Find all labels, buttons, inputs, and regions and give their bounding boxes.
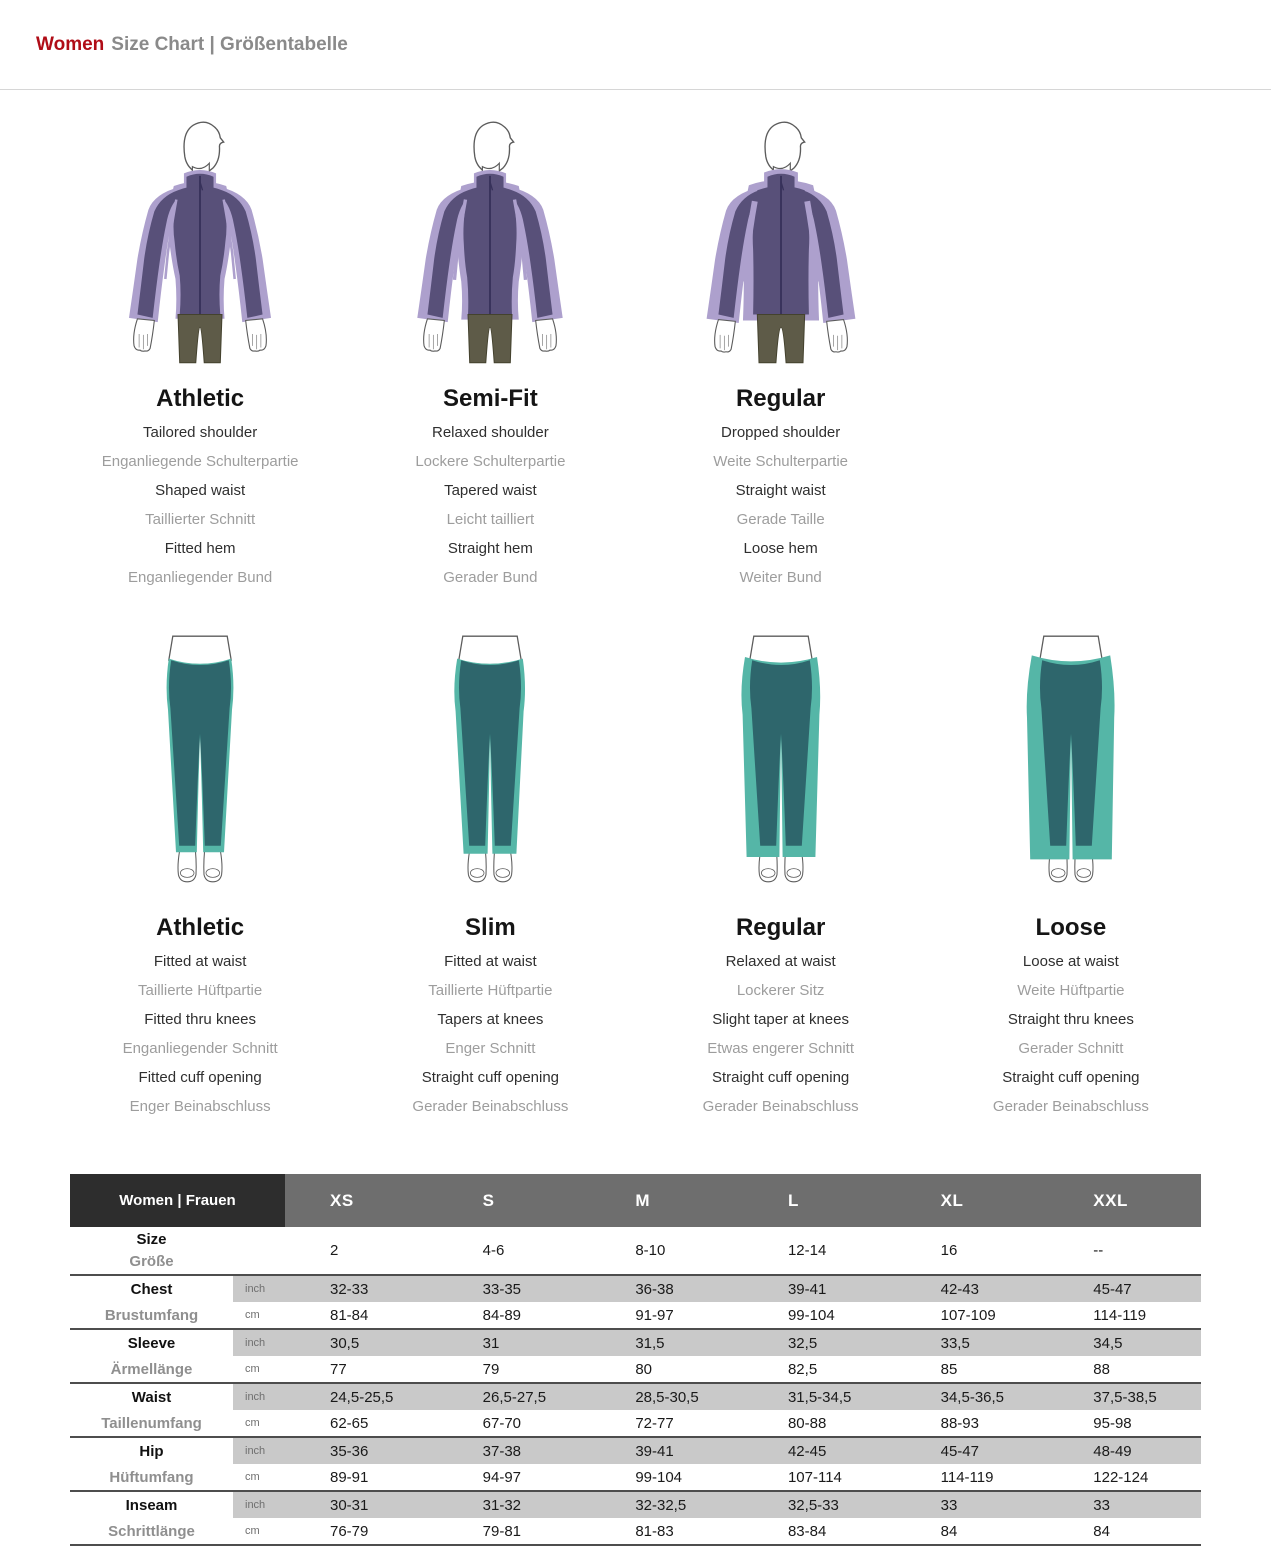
size-table bbox=[70, 1174, 1201, 1546]
jacket-fit-title: Semi-Fit bbox=[443, 385, 538, 412]
value-cell: 79 bbox=[482, 1360, 500, 1378]
column-header-xl: XL bbox=[896, 1174, 1049, 1227]
value-cell: 84 bbox=[1093, 1522, 1110, 1540]
jacket-figure-semifit bbox=[345, 112, 635, 368]
jacket-fit-title: Regular bbox=[735, 385, 826, 412]
pant-fit-card-loose bbox=[926, 625, 1216, 1128]
pant-fit-title: Slim bbox=[465, 914, 516, 941]
value-cell: 84-89 bbox=[482, 1306, 522, 1324]
value-cell: 81-83 bbox=[635, 1522, 674, 1540]
jacket-fit-card-regular bbox=[636, 112, 926, 599]
row-size bbox=[70, 1227, 1201, 1275]
fit-line-de: Enger Schnitt bbox=[445, 1040, 536, 1057]
pants-slim-illustration bbox=[410, 625, 570, 897]
fit-line-en: Loose at waist bbox=[1022, 953, 1119, 970]
size-table-header bbox=[70, 1174, 1201, 1227]
value-cell: -- bbox=[1093, 1242, 1104, 1259]
pant-fits-section bbox=[0, 625, 1271, 1128]
page-title-highlight: Women bbox=[36, 33, 105, 55]
value-cell: 114-119 bbox=[940, 1468, 994, 1486]
fit-line-en: Straight hem bbox=[447, 540, 533, 557]
jacket-regular-illustration bbox=[688, 114, 874, 368]
fit-line-en: Shaped waist bbox=[155, 482, 246, 499]
table-header-row bbox=[70, 1174, 1201, 1227]
value-cell: 88-93 bbox=[940, 1414, 979, 1432]
column-header-l: L bbox=[743, 1174, 896, 1227]
row-label-schrittlaenge: Schrittlänge bbox=[70, 1518, 233, 1545]
fit-line-en: Fitted at waist bbox=[444, 953, 537, 970]
page-header bbox=[0, 0, 1271, 90]
jacket-figure-athletic bbox=[55, 112, 345, 368]
value-cell: 16 bbox=[940, 1242, 958, 1259]
row-label-size: Size Größe bbox=[70, 1227, 233, 1275]
value-cell: 42-43 bbox=[896, 1275, 1049, 1302]
value-cell: 37,5-38,5 bbox=[1048, 1383, 1201, 1410]
value-cell: 42-45 bbox=[743, 1437, 896, 1464]
fit-line-en: Straight thru knees bbox=[1007, 1011, 1134, 1028]
fit-line-en: Fitted cuff opening bbox=[138, 1069, 262, 1086]
fit-line-de: Gerader Beinabschluss bbox=[412, 1098, 569, 1115]
jacket-semifit-illustration bbox=[397, 114, 583, 368]
row-label-hip: Hip bbox=[70, 1437, 233, 1464]
fit-line-en: Fitted hem bbox=[164, 540, 236, 557]
fit-line-de: Gerader Schnitt bbox=[1018, 1040, 1124, 1057]
unit-cell: inch bbox=[233, 1491, 285, 1518]
fit-line-de: Taillierte Hüftpartie bbox=[138, 982, 263, 999]
fit-line-de: Gerade Taille bbox=[736, 511, 825, 528]
fit-line-de: Taillierte Hüftpartie bbox=[428, 982, 553, 999]
row-waist-cm bbox=[70, 1410, 1201, 1437]
unit-cell: cm bbox=[245, 1471, 260, 1483]
pants-loose-illustration bbox=[991, 625, 1151, 897]
value-cell: 80-88 bbox=[787, 1414, 827, 1432]
unit-cell: cm bbox=[245, 1363, 260, 1375]
unit-cell: inch bbox=[233, 1329, 285, 1356]
row-chest-inch bbox=[70, 1275, 1201, 1302]
fit-line-de: Leicht tailliert bbox=[446, 511, 535, 528]
value-cell: 94-97 bbox=[482, 1468, 522, 1486]
unit-cell: cm bbox=[245, 1525, 260, 1537]
value-cell: 32,5-33 bbox=[743, 1491, 896, 1518]
fit-line-de: Weite Hüftpartie bbox=[1017, 982, 1125, 999]
value-cell: 62-65 bbox=[330, 1414, 369, 1432]
value-cell: 39-41 bbox=[590, 1437, 743, 1464]
value-cell: 122-124 bbox=[1093, 1468, 1149, 1486]
fit-line-de: Enganliegender Schnitt bbox=[122, 1040, 278, 1057]
row-label-brustumfang: Brustumfang bbox=[70, 1302, 233, 1329]
fit-line-en: Fitted thru knees bbox=[144, 1011, 256, 1028]
value-cell: 4-6 bbox=[482, 1242, 505, 1259]
fit-line-de: Gerader Beinabschluss bbox=[992, 1098, 1149, 1115]
pant-figure-loose bbox=[926, 625, 1216, 897]
value-cell: 85 bbox=[940, 1360, 958, 1378]
value-cell: 88 bbox=[1093, 1360, 1110, 1378]
fit-line-en: Relaxed at waist bbox=[725, 953, 836, 970]
value-cell: 39-41 bbox=[743, 1275, 896, 1302]
value-cell: 12-14 bbox=[787, 1242, 827, 1259]
value-cell: 31-32 bbox=[438, 1491, 591, 1518]
value-cell: 107-109 bbox=[940, 1306, 996, 1324]
unit-cell bbox=[233, 1227, 285, 1275]
jacket-fit-card-semifit bbox=[345, 112, 635, 599]
value-cell: 76-79 bbox=[330, 1522, 369, 1540]
fit-line-de: Taillierter Schnitt bbox=[145, 511, 256, 528]
value-cell: 77 bbox=[330, 1360, 347, 1378]
row-inseam-inch bbox=[70, 1491, 1201, 1518]
value-cell: 26,5-27,5 bbox=[438, 1383, 591, 1410]
fit-line-en: Tailored shoulder bbox=[143, 424, 258, 441]
page-title bbox=[36, 34, 348, 56]
value-cell: 33,5 bbox=[896, 1329, 1049, 1356]
value-cell: 81-84 bbox=[330, 1306, 369, 1324]
value-cell: 95-98 bbox=[1093, 1414, 1132, 1432]
value-cell: 33-35 bbox=[438, 1275, 591, 1302]
value-cell: 32-33 bbox=[285, 1275, 438, 1302]
row-label-taillenumfang: Taillenumfang bbox=[70, 1410, 233, 1437]
pant-fit-title: Regular bbox=[735, 914, 826, 941]
row-inseam-cm bbox=[70, 1518, 1201, 1545]
fit-line-de: Etwas engerer Schnitt bbox=[707, 1040, 854, 1057]
value-cell: 34,5 bbox=[1048, 1329, 1201, 1356]
fit-line-en: Straight cuff opening bbox=[711, 1069, 850, 1086]
column-header-xxl: XXL bbox=[1048, 1174, 1201, 1227]
fit-line-de: Lockerer Sitz bbox=[736, 982, 825, 999]
fit-line-en: Straight cuff opening bbox=[1002, 1069, 1140, 1086]
value-cell: 24,5-25,5 bbox=[285, 1383, 438, 1410]
value-cell: 99-104 bbox=[635, 1468, 683, 1486]
pant-fit-title: Loose bbox=[1035, 914, 1107, 941]
fit-line-en: Straight cuff opening bbox=[421, 1069, 560, 1086]
fit-line-en: Tapered waist bbox=[444, 482, 537, 499]
value-cell: 99-104 bbox=[787, 1306, 835, 1324]
column-header-s: S bbox=[438, 1174, 591, 1227]
value-cell: 30,5 bbox=[285, 1329, 438, 1356]
fit-line-en: Dropped shoulder bbox=[721, 424, 841, 441]
fit-line-de: Weiter Bund bbox=[739, 569, 822, 586]
value-cell: 33 bbox=[1048, 1491, 1201, 1518]
fit-line-en: Relaxed shoulder bbox=[432, 424, 549, 441]
fit-line-en: Loose hem bbox=[743, 540, 818, 557]
fit-line-en: Fitted at waist bbox=[153, 953, 247, 970]
value-cell: 32,5 bbox=[743, 1329, 896, 1356]
unit-cell: cm bbox=[245, 1309, 260, 1321]
row-label-hueftumfang: Hüftumfang bbox=[70, 1464, 233, 1491]
value-cell: 36-38 bbox=[590, 1275, 743, 1302]
row-label-inseam: Inseam bbox=[70, 1491, 233, 1518]
unit-cell: cm bbox=[245, 1417, 260, 1429]
fit-line-en: Straight waist bbox=[735, 482, 826, 499]
row-hip-inch bbox=[70, 1437, 1201, 1464]
value-cell: 79-81 bbox=[482, 1522, 522, 1540]
value-cell: 67-70 bbox=[482, 1414, 522, 1432]
pant-figure-slim bbox=[345, 625, 635, 897]
unit-cell: inch bbox=[233, 1275, 285, 1302]
fit-line-de: Gerader Beinabschluss bbox=[702, 1098, 859, 1115]
pant-fit-title: Athletic bbox=[156, 914, 245, 941]
pants-regular-illustration bbox=[701, 625, 861, 897]
value-cell: 31,5-34,5 bbox=[743, 1383, 896, 1410]
value-cell: 89-91 bbox=[330, 1468, 369, 1486]
jacket-figure-regular bbox=[636, 112, 926, 368]
unit-cell: inch bbox=[233, 1383, 285, 1410]
value-cell: 33 bbox=[896, 1491, 1049, 1518]
value-cell: 35-36 bbox=[285, 1437, 438, 1464]
value-cell: 45-47 bbox=[1048, 1275, 1201, 1302]
pants-athletic-illustration bbox=[120, 625, 280, 897]
fit-line-de: Weite Schulterpartie bbox=[713, 453, 849, 470]
row-sleeve-inch bbox=[70, 1329, 1201, 1356]
value-cell: 91-97 bbox=[635, 1306, 674, 1324]
empty-grid-cell bbox=[926, 112, 1216, 599]
jacket-fit-card-athletic bbox=[55, 112, 345, 599]
value-cell: 82,5 bbox=[787, 1360, 818, 1378]
jacket-fit-title: Athletic bbox=[156, 385, 245, 412]
table-corner-label: Women | Frauen bbox=[70, 1174, 285, 1227]
row-chest-cm bbox=[70, 1302, 1201, 1329]
pant-fit-card-regular bbox=[636, 625, 926, 1128]
value-cell: 45-47 bbox=[896, 1437, 1049, 1464]
value-cell: 8-10 bbox=[635, 1242, 666, 1259]
value-cell: 80 bbox=[635, 1360, 652, 1378]
fit-line-en: Slight taper at knees bbox=[712, 1011, 849, 1028]
fit-line-de: Gerader Bund bbox=[443, 569, 538, 586]
column-header-xs: XS bbox=[285, 1174, 438, 1227]
value-cell: 114-119 bbox=[1093, 1306, 1147, 1324]
value-cell: 48-49 bbox=[1048, 1437, 1201, 1464]
fit-line-de: Enger Beinabschluss bbox=[129, 1098, 271, 1115]
row-label-sleeve: Sleeve bbox=[70, 1329, 233, 1356]
jacket-athletic-illustration bbox=[107, 114, 293, 368]
page-title-rest: Size Chart | Größentabelle bbox=[111, 33, 348, 55]
row-label-waist: Waist bbox=[70, 1383, 233, 1410]
value-cell: 28,5-30,5 bbox=[590, 1383, 743, 1410]
value-cell: 32-32,5 bbox=[590, 1491, 743, 1518]
value-cell: 72-77 bbox=[635, 1414, 674, 1432]
row-waist-inch bbox=[70, 1383, 1201, 1410]
pant-figure-athletic bbox=[55, 625, 345, 897]
column-header-m: M bbox=[590, 1174, 743, 1227]
value-cell: 84 bbox=[940, 1522, 958, 1540]
pant-figure-regular bbox=[636, 625, 926, 897]
value-cell: 31,5 bbox=[590, 1329, 743, 1356]
fit-line-de: Enganliegende Schulterpartie bbox=[101, 453, 299, 470]
row-hip-cm bbox=[70, 1464, 1201, 1491]
value-cell: 31 bbox=[438, 1329, 591, 1356]
value-cell: 83-84 bbox=[787, 1522, 827, 1540]
row-sleeve-cm bbox=[70, 1356, 1201, 1383]
row-label-chest: Chest bbox=[70, 1275, 233, 1302]
value-cell: 37-38 bbox=[438, 1437, 591, 1464]
value-cell: 2 bbox=[330, 1242, 339, 1259]
value-cell: 30-31 bbox=[285, 1491, 438, 1518]
jacket-fits-section bbox=[0, 112, 1271, 599]
pant-fit-card-slim bbox=[345, 625, 635, 1128]
fit-line-en: Tapers at knees bbox=[437, 1011, 544, 1028]
value-cell: 34,5-36,5 bbox=[896, 1383, 1049, 1410]
value-cell: 107-114 bbox=[787, 1468, 842, 1486]
fit-line-de: Enganliegender Bund bbox=[127, 569, 273, 586]
unit-cell: inch bbox=[233, 1437, 285, 1464]
pant-fit-card-athletic bbox=[55, 625, 345, 1128]
row-label-aermellaenge: Ärmellänge bbox=[70, 1356, 233, 1383]
fit-line-de: Lockere Schulterpartie bbox=[415, 453, 566, 470]
